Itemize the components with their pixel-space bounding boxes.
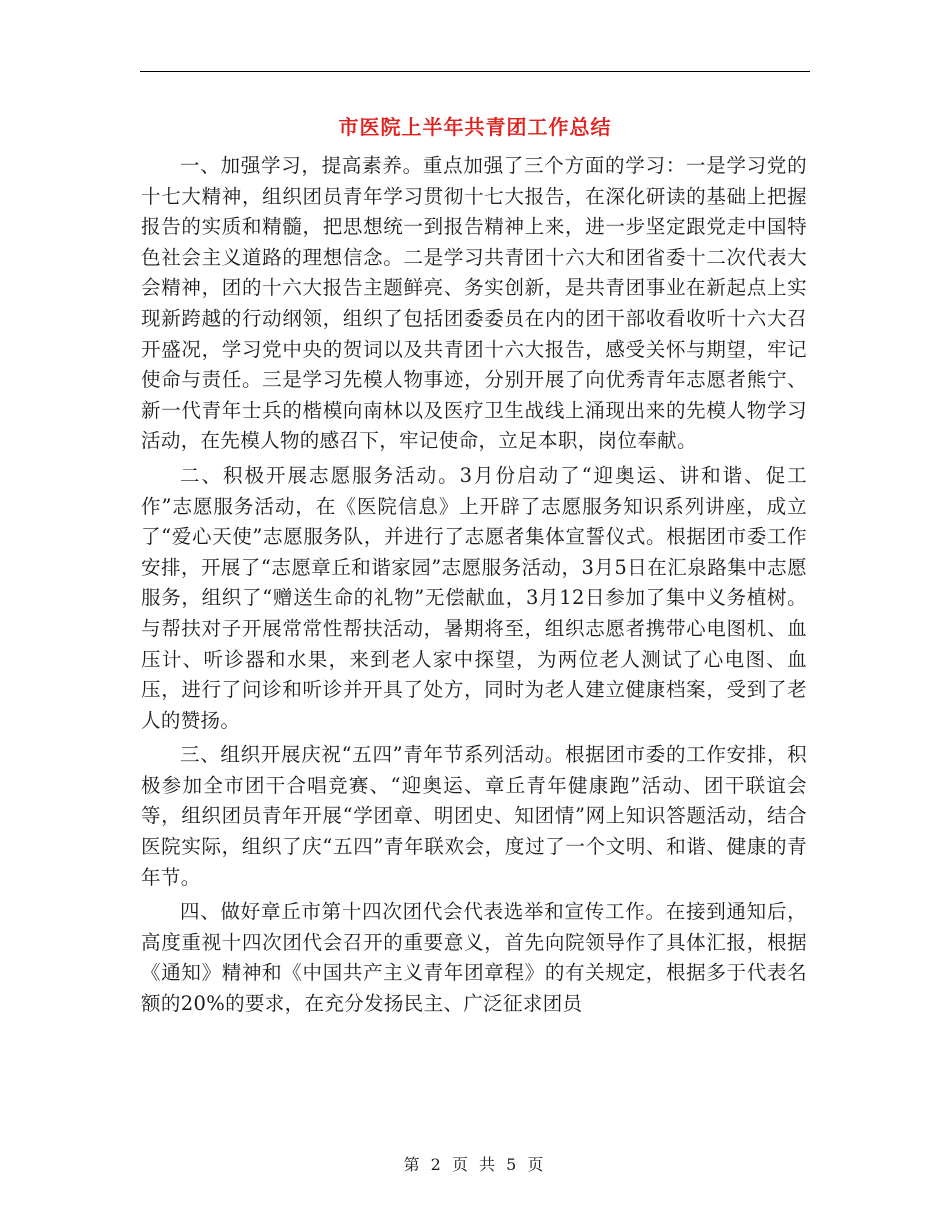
paragraph-1: 一、加强学习，提高素养。重点加强了三个方面的学习：一是学习党的十七大精神，组织团员青年学习贯彻十七大报告，在深化研读的基础上把握报告的实质和精髓，把思想统一到报告精神上来，进一步坚定跟党走中国特色社会主义道路的理想信念。二是学习共青团十六大和团省委十二次代表大会精神，团的十六大报告主题鲜亮、务实创新，是共青团事业在新起点上实现新跨越的行动纲领，组织了包括团委委员在内的团干部收看收听十六大召开盛况，学习党中央的贺词以及共青团十六大报告，感受关怀与期望，牢记使命与责任。三是学习先模人物事迹，分别开展了向优秀青年志愿者熊宁、新一代青年士兵的楷模向南林以及医疗卫生战线上涌现出来的先模人物学习活动，在先模人物的感召下，牢记使命，立足本职，岗位奉献。 [141, 154, 807, 453]
paragraph-2: 二、积极开展志愿服务活动。3月份启动了“迎奥运、讲和谐、促工作”志愿服务活动，在《医院信息》上开辟了志愿服务知识系列讲座，成立了“爱心天使”志愿服务队，并进行了志愿者集体宣誓仪式。根据团市委工作安排，开展了“志愿章丘和谐家园”志愿服务活动，3月5日在汇泉路集中志愿服务，组织了“赠送生命的礼物”无偿献血，3月12日参加了集中义务植树。与帮扶对子开展常常性帮扶活动，暑期将至，组织志愿者携带心电图机、血压计、听诊器和水果，来到老人家中探望，为两位老人测试了心电图、血压，进行了问诊和听诊并开具了处方，同时为老人建立健康档案，受到了老人的赞扬。 [141, 463, 807, 732]
header-rule [140, 71, 810, 72]
page-number-footer: 第 2 页 共 5 页 [403, 1155, 547, 1174]
paragraph-3: 三、组织开展庆祝“五四”青年节系列活动。根据团市委的工作安排，积极参加全市团干合唱竞赛、“迎奥运、章丘青年健康跑”活动、团干联谊会等，组织团员青年开展“学团章、明团史、知团情”网上知识答题活动，结合医院实际，组织了庆“五四”青年联欢会，度过了一个文明、和谐、健康的青年节。 [141, 743, 807, 889]
paragraph-4: 四、做好章丘市第十四次团代会代表选举和宣传工作。在接到通知后，高度重视十四次团代会召开的重要意义，首先向院领导作了具体汇报，根据《通知》精神和《中国共产主义青年团章程》的有关规定，根据多于代表名额的20%的要求，在充分发扬民主、广泛征求团员 [141, 900, 807, 1016]
document-title: 市医院上半年共青团工作总结 [338, 115, 612, 139]
document-body [141, 151, 807, 1024]
